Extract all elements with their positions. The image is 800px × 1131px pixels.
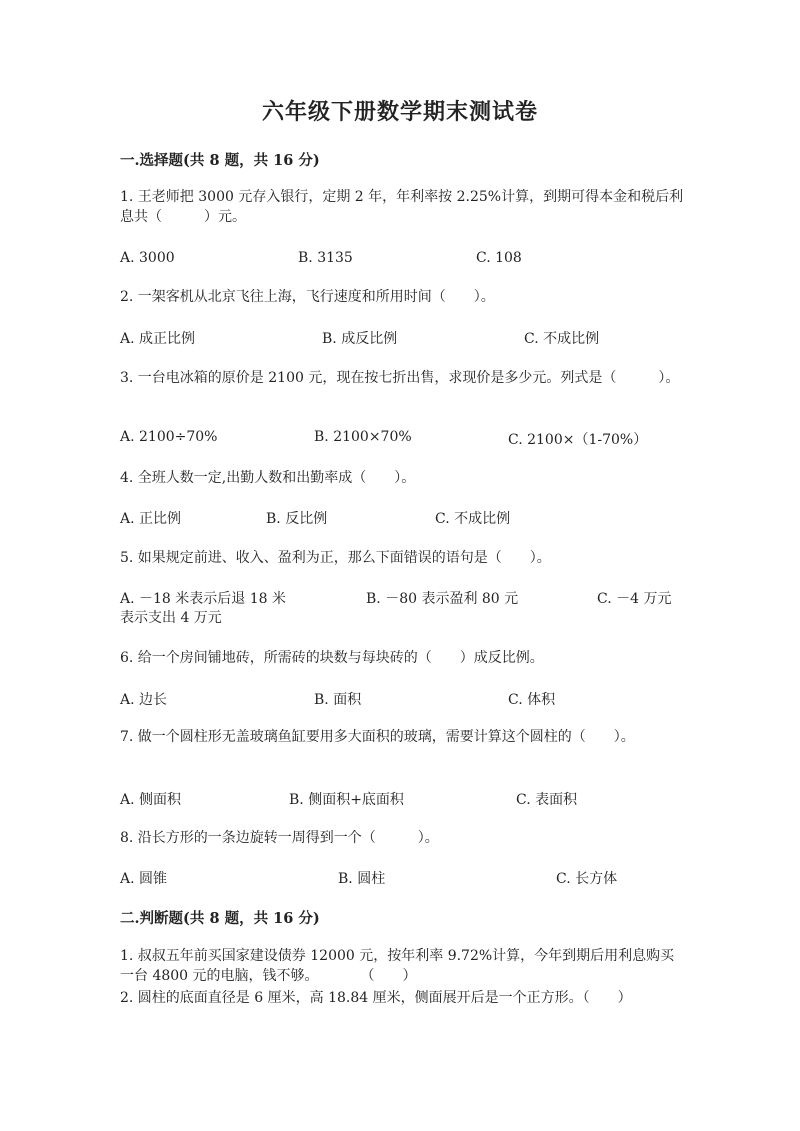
q5-option-c: C. －4 万元: [597, 591, 672, 607]
choice-question-6: 6. 给一个房间铺地砖，所需砖的块数与每块砖的（ ）成反比例。: [120, 650, 544, 666]
q3-option-b: B. 2100×70%: [314, 429, 412, 445]
judge-question-2: 2. 圆柱的底面直径是 6 厘米，高 18.84 厘米，侧面展开后是一个正方形。（ ）: [120, 990, 632, 1006]
q8-option-b: B. 圆柱: [338, 871, 386, 887]
judge-question-1: 1. 叔叔五年前买国家建设债券 12000 元，按年利率 9.72%计算，今年到期后用利息购买一台 4800 元的电脑，钱不够。 （ ）: [120, 948, 675, 984]
section-heading-choice: 一.选择题(共 8 题，共 16 分): [120, 152, 320, 169]
q2-option-c: C. 不成比例: [524, 331, 600, 347]
q1-option-b: B. 3135: [298, 250, 353, 266]
q6-option-b: B. 面积: [314, 692, 362, 708]
q1-option-c: C. 108: [476, 250, 522, 266]
q8-option-a: A. 圆锥: [120, 871, 168, 887]
q2-option-b: B. 成反比例: [322, 331, 398, 347]
choice-question-4: 4. 全班人数一定,出勤人数和出勤率成（ ）。: [120, 470, 416, 486]
choice-question-5: 5. 如果规定前进、收入、盈利为正，那么下面错误的语句是（ ）。: [120, 550, 551, 566]
q4-option-a: A. 正比例: [120, 511, 182, 527]
q5-option-c-continued: 表示支出 4 万元: [120, 610, 222, 626]
choice-question-3: 3. 一台电冰箱的原价是 2100 元，现在按七折出售，求现价是多少元。列式是（ ）。: [120, 370, 680, 386]
q3-option-c: C. 2100×（1-70%）: [508, 432, 648, 448]
q4-option-b: B. 反比例: [266, 511, 328, 527]
choice-question-1: 1. 王老师把 3000 元存入银行，定期 2 年，年利率按 2.25%计算，到期可得本金和税后利息共（ ）元。: [120, 189, 684, 225]
q7-option-b: B. 侧面积+底面积: [289, 792, 404, 808]
q5-option-a: A. －18 米表示后退 18 米: [120, 591, 286, 607]
q7-option-c: C. 表面积: [516, 792, 578, 808]
choice-question-2: 2. 一架客机从北京飞往上海，飞行速度和所用时间（ ）。: [120, 289, 495, 305]
q6-option-c: C. 体积: [508, 692, 556, 708]
q3-option-a: A. 2100÷70%: [120, 429, 218, 445]
choice-question-8: 8. 沿长方形的一条边旋转一周得到一个（ ）。: [120, 830, 439, 846]
q1-option-a: A. 3000: [120, 250, 175, 266]
q4-option-c: C. 不成比例: [435, 511, 511, 527]
section-heading-judge: 二.判断题(共 8 题，共 16 分): [120, 910, 320, 927]
q6-option-a: A. 边长: [120, 692, 168, 708]
page-title: 六年级下册数学期末测试卷: [261, 99, 538, 125]
q5-option-b: B. －80 表示盈利 80 元: [366, 591, 519, 607]
q8-option-c: C. 长方体: [556, 871, 618, 887]
choice-question-7: 7. 做一个圆柱形无盖玻璃鱼缸要用多大面积的玻璃，需要计算这个圆柱的（ ）。: [120, 729, 635, 745]
q7-option-a: A. 侧面积: [120, 792, 182, 808]
q2-option-a: A. 成正比例: [120, 331, 196, 347]
